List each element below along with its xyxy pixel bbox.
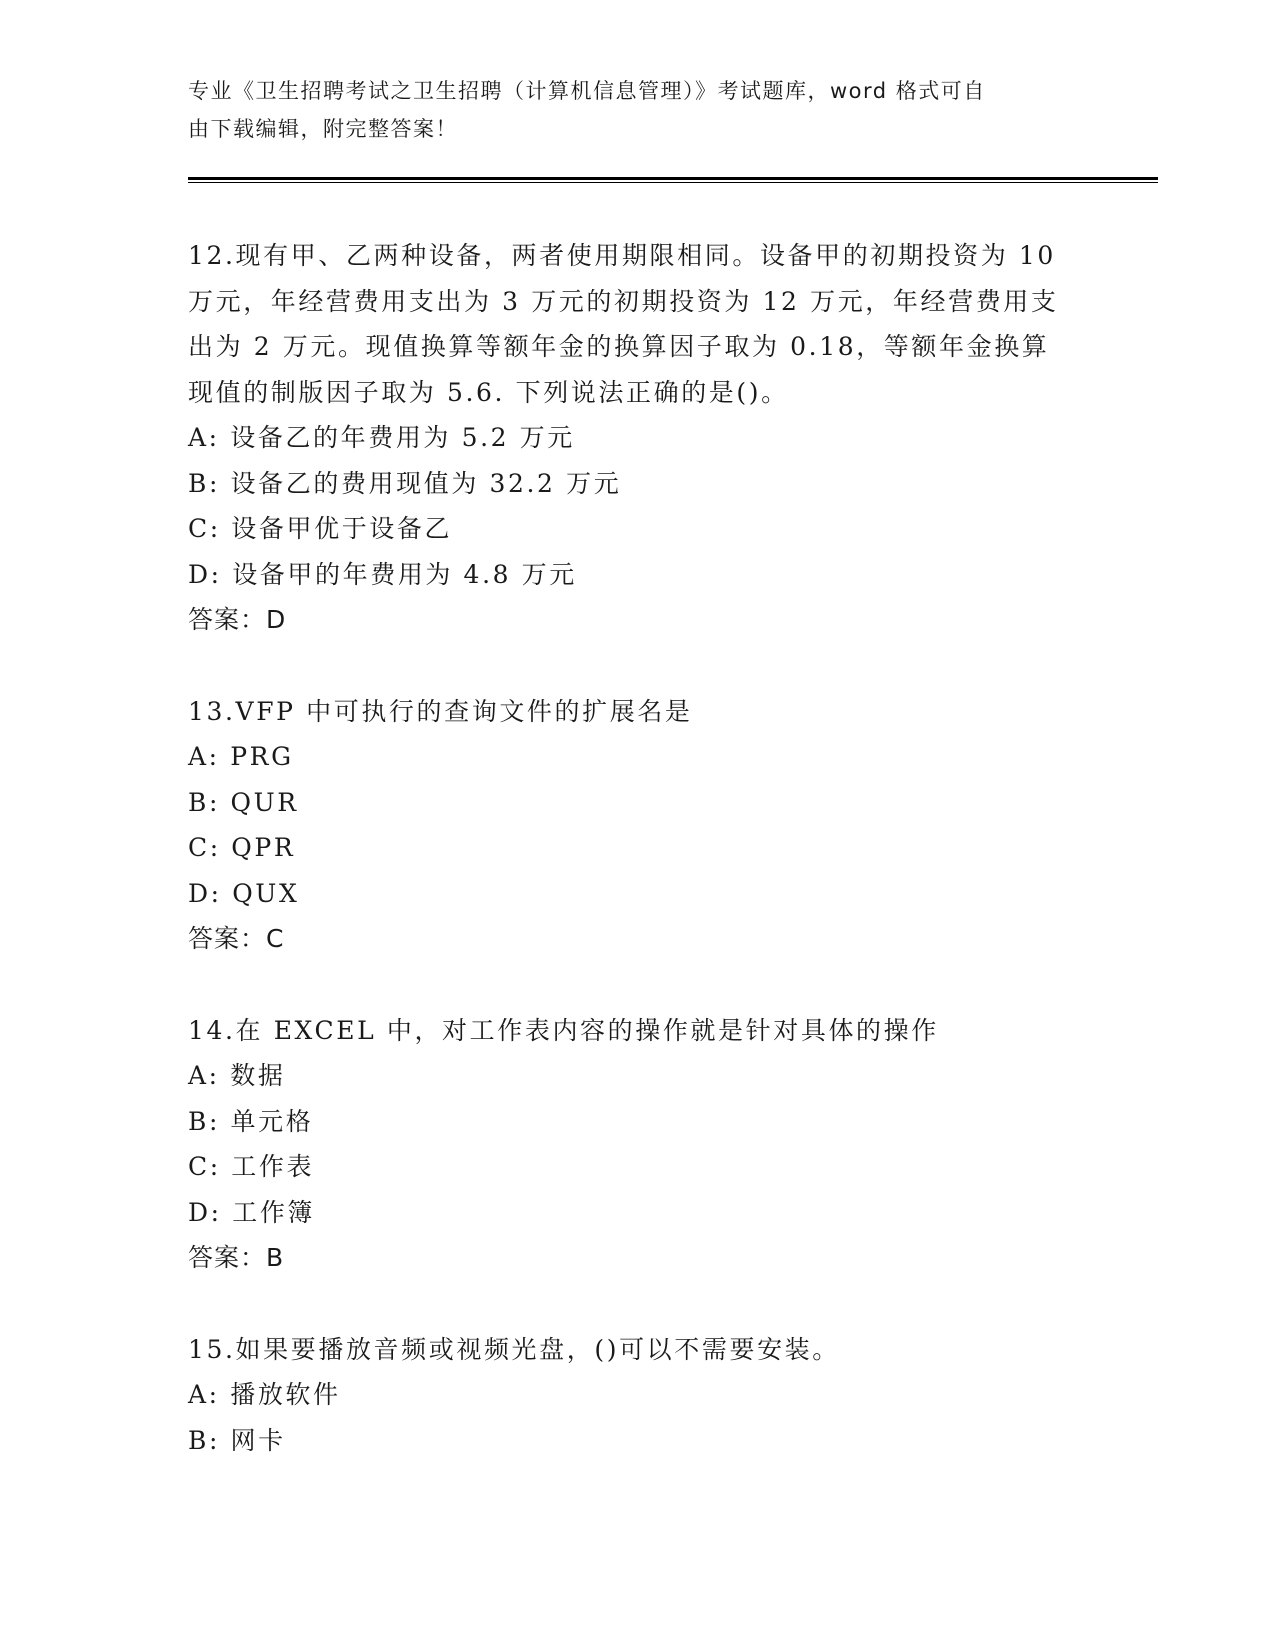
answer-line: 答案：C bbox=[188, 924, 285, 953]
header-line-2: 由下载编辑，附完整答案！ bbox=[188, 117, 458, 141]
header-divider-thin bbox=[188, 182, 1158, 183]
question-block bbox=[188, 1327, 1108, 1464]
spacer bbox=[188, 1281, 1108, 1327]
question-text: 现值的制版因子取为 5.6. 下列说法正确的是()。 bbox=[188, 377, 789, 407]
question-text: 12.现有甲、乙两种设备，两者使用期限相同。设备甲的初期投资为 10 bbox=[188, 241, 1056, 270]
option-d: D: 设备甲的年费用为 4.8 万元 bbox=[188, 559, 577, 589]
spacer bbox=[188, 962, 1108, 1008]
option-d: D: QUX bbox=[188, 878, 300, 908]
option-d: D: 工作簿 bbox=[188, 1197, 316, 1227]
option-c: C: 设备甲优于设备乙 bbox=[188, 514, 453, 543]
option-c: C: 工作表 bbox=[188, 1152, 315, 1181]
option-a: A: 播放软件 bbox=[188, 1380, 341, 1409]
question-block bbox=[188, 689, 1108, 962]
question-block bbox=[188, 1008, 1108, 1281]
option-b: B: 网卡 bbox=[188, 1425, 286, 1455]
header-divider-thick bbox=[188, 177, 1158, 180]
spacer bbox=[188, 643, 1108, 689]
option-b: B: QUR bbox=[188, 787, 299, 817]
question-text: 15.如果要播放音频或视频光盘，()可以不需要安装。 bbox=[188, 1334, 840, 1364]
document-header bbox=[188, 72, 1088, 148]
question-list bbox=[188, 233, 1108, 1463]
question-text: 13.VFP 中可执行的查询文件的扩展名是 bbox=[188, 696, 693, 726]
question-block bbox=[188, 233, 1108, 643]
option-a: A: PRG bbox=[188, 742, 294, 771]
question-text: 14.在 EXCEL 中，对工作表内容的操作就是针对具体的操作 bbox=[188, 1015, 939, 1045]
option-b: B: 单元格 bbox=[188, 1106, 314, 1136]
answer-line: 答案：B bbox=[188, 1243, 285, 1272]
option-a: A: 设备乙的年费用为 5.2 万元 bbox=[188, 423, 575, 452]
question-text: 万元，年经营费用支出为 3 万元的初期投资为 12 万元，年经营费用支 bbox=[188, 286, 1059, 316]
option-c: C: QPR bbox=[188, 833, 296, 862]
answer-line: 答案：D bbox=[188, 605, 287, 634]
header-line-1: 专业《卫生招聘考试之卫生招聘（计算机信息管理）》考试题库，word 格式可自 bbox=[188, 79, 986, 103]
question-text: 出为 2 万元。现值换算等额年金的换算因子取为 0.18，等额年金换算 bbox=[188, 332, 1050, 361]
option-b: B: 设备乙的费用现值为 32.2 万元 bbox=[188, 468, 622, 498]
option-a: A: 数据 bbox=[188, 1061, 286, 1090]
